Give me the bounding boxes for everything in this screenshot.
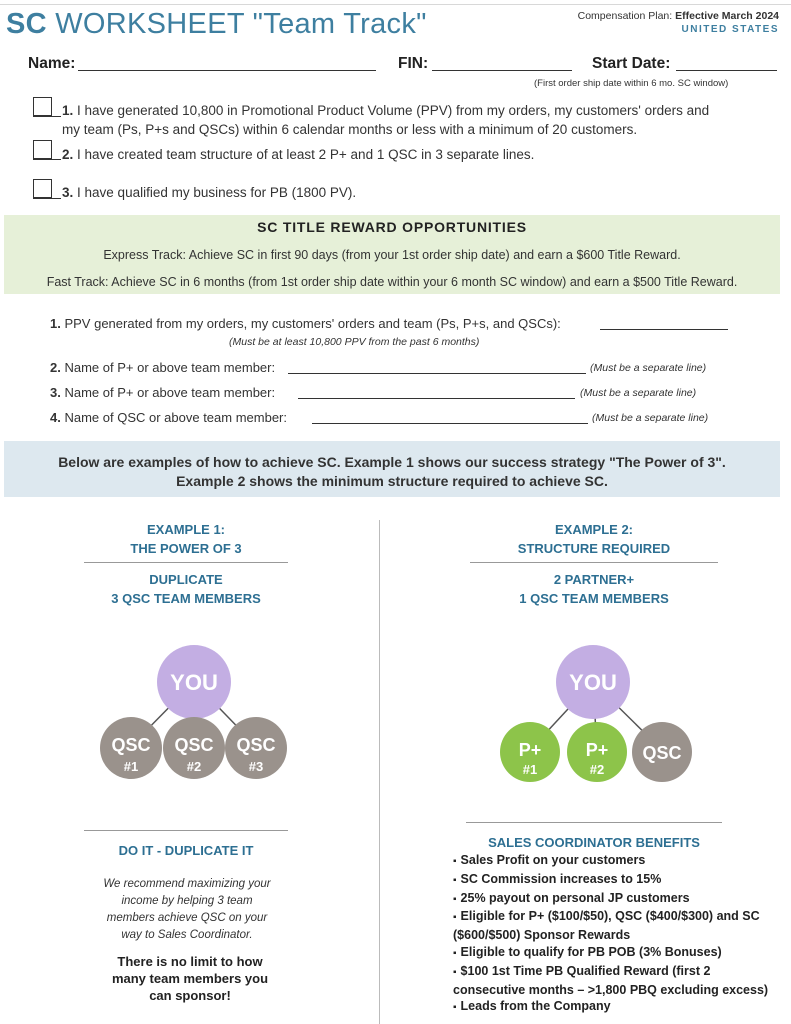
benefit-item: ▪ Sales Profit on your customers (453, 852, 773, 871)
node-label: P+ (585, 740, 609, 760)
benefit-item: ▪ SC Commission increases to 15% (453, 871, 773, 890)
checkbox-1-line (33, 116, 61, 117)
name-field[interactable] (78, 70, 376, 71)
checkbox-2[interactable] (33, 140, 52, 159)
column-divider (379, 520, 380, 1024)
intro-line-1: Below are examples of how to achieve SC. Example 1 shows our success strategy "The Power of 3". (58, 454, 726, 470)
question-2-note: (Must be a separate line) (590, 362, 707, 374)
node-label: QSC (111, 735, 151, 755)
start-date-note: (First order ship date within 6 mo. SC window) (534, 78, 729, 89)
question-3-note: (Must be a separate line) (580, 387, 697, 399)
rewards-heading: SC TITLE REWARD OPPORTUNITIES (257, 219, 527, 235)
example-2-diagram (496, 638, 696, 788)
recommendation-text: We recommend maximizing your income by helping 3 team members achieve QSC on your way to Sales Coordinator. (103, 878, 271, 941)
fast-track-text: Fast Track: Achieve SC in 6 months (from 1st order ship date within your 6 month SC window) and earn a $500 Title Reward. (46, 275, 738, 289)
node-number: #2 (186, 759, 202, 774)
examples-intro (4, 441, 780, 497)
benefit-item: ▪ Leads from the Company (453, 998, 773, 1017)
node-label: QSC (236, 735, 276, 755)
checklist-item-2: 2. I have created team structure of at least 2 P+ and 1 QSC in 3 separate lines. (62, 147, 535, 162)
example-1-subtitle: DUPLICATE 3 QSC TEAM MEMBERS (111, 572, 261, 606)
fin-field[interactable] (432, 70, 572, 71)
ppv-field[interactable] (600, 329, 728, 330)
benefit-item: ▪ $100 1st Time PB Qualified Reward (first 2 consecutive months – >1,800 PBQ excluding excess) (453, 963, 773, 999)
name-label: Name: (28, 55, 76, 72)
example-2-rule (470, 562, 718, 563)
p-plus-member-2-field[interactable] (298, 398, 575, 399)
question-2: 2. Name of P+ or above team member: (50, 360, 276, 375)
example-2-title: EXAMPLE 2: STRUCTURE REQUIRED (517, 522, 671, 556)
node-label: QSC (174, 735, 214, 755)
intro-line-2: Example 2 shows the minimum structure required to achieve SC. (176, 473, 608, 489)
checklist-item-1: 1. I have generated 10,800 in Promotional Product Volume (PPV) from my orders, my customers' orders and my team (Ps, P+s and QSCs) within 6 calendar months or less with a minimum of 20 customers. (62, 103, 710, 137)
qsc-member-field[interactable] (312, 423, 588, 424)
compensation-plan-info: Compensation Plan: Effective March 2024 UNITED STATES (577, 10, 779, 35)
example-2-bottom-rule (466, 822, 722, 823)
benefit-item: ▪ Eligible for P+ ($100/$50), QSC ($400/$300) and SC ($600/$500) Sponsor Rewards (453, 908, 773, 944)
duplicate-heading: DO IT - DUPLICATE IT (118, 843, 254, 858)
region-label: UNITED STATES (681, 24, 779, 35)
example-1-diagram (96, 638, 292, 784)
you-label: YOU (170, 670, 218, 695)
node-label: QSC (642, 743, 682, 763)
node-number: #3 (248, 759, 264, 774)
start-date-field[interactable] (676, 70, 777, 71)
fin-label: FIN: (398, 55, 429, 72)
node-number: #1 (123, 759, 139, 774)
no-limit-text: There is no limit to how many team members you can sponsor! (111, 954, 269, 1003)
question-3: 3. Name of P+ or above team member: (50, 385, 276, 400)
start-date-label: Start Date: (592, 55, 671, 72)
example-1-rule (84, 562, 288, 563)
benefit-item: ▪ Eligible to qualify for PB POB (3% Bonuses) (453, 944, 773, 963)
question-1: 1. PPV generated from my orders, my customers' orders and team (Ps, P+s, and QSCs): (50, 316, 561, 331)
node-number: #1 (522, 762, 538, 777)
title-reward-section (4, 215, 780, 294)
express-track-text: Express Track: Achieve SC in first 90 days (from your 1st order ship date) and earn a $600 Title Reward. (103, 248, 681, 262)
checkbox-3-line (33, 198, 61, 199)
node-label: P+ (518, 740, 542, 760)
checkbox-3[interactable] (33, 179, 52, 198)
question-4-note: (Must be a separate line) (592, 412, 709, 424)
checkbox-2-line (33, 159, 61, 160)
page-title: SC WORKSHEET "Team Track" (6, 8, 427, 40)
example-1-title: EXAMPLE 1: THE POWER OF 3 (130, 522, 242, 556)
p-plus-member-1-field[interactable] (288, 373, 586, 374)
checklist-item-3: 3. I have qualified my business for PB (1800 PV). (62, 185, 357, 200)
benefits-list (453, 852, 773, 1017)
node-number: #2 (589, 762, 605, 777)
top-rule (0, 4, 791, 5)
benefit-item: ▪ 25% payout on personal JP customers (453, 890, 773, 909)
question-1-note: (Must be at least 10,800 PPV from the past 6 months) (229, 336, 480, 348)
example-1-bottom-rule (84, 830, 288, 831)
you-label: YOU (569, 670, 617, 695)
checkbox-1[interactable] (33, 97, 52, 116)
benefits-heading: SALES COORDINATOR BENEFITS (488, 835, 700, 850)
example-2-subtitle: 2 PARTNER+ 1 QSC TEAM MEMBERS (519, 572, 669, 606)
question-4: 4. Name of QSC or above team member: (50, 410, 287, 425)
